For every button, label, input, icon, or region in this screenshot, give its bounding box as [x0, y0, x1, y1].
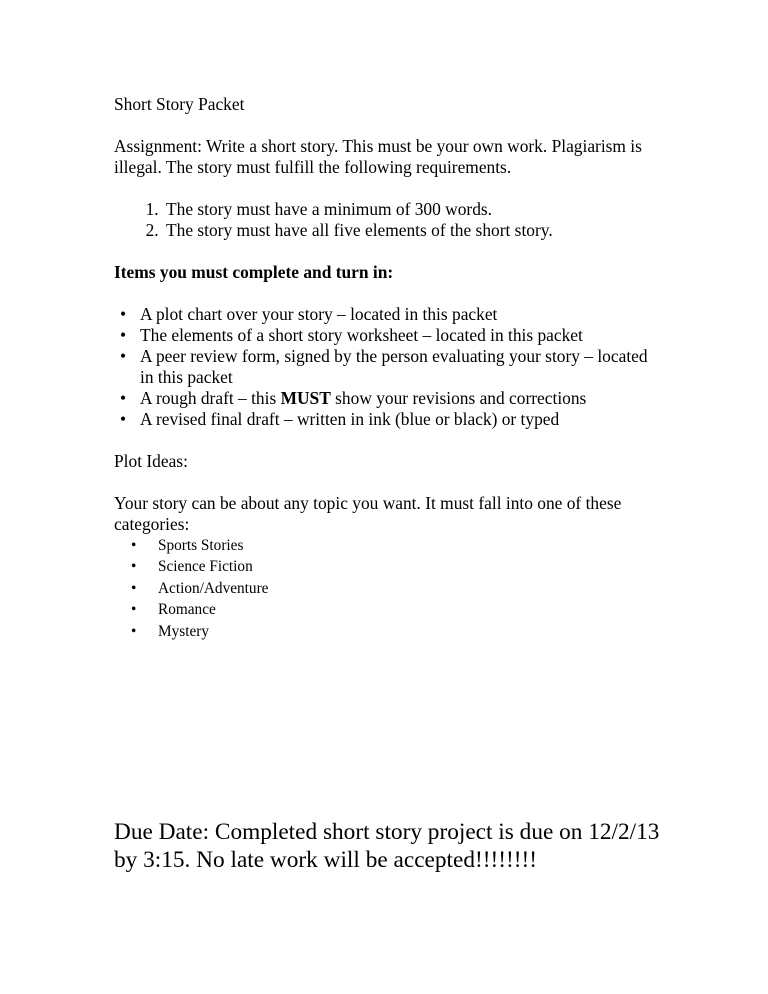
assignment-paragraph: Assignment: Write a short story. This must be your own work. Plagiarism is illegal. The story must fulfill the following requirements.	[114, 136, 642, 177]
item-emphasis: MUST	[280, 388, 331, 408]
items-list	[114, 304, 654, 430]
bullet-icon: •	[120, 304, 127, 324]
item-text: The elements of a short story worksheet – located in this packet	[140, 325, 583, 345]
list-item	[120, 304, 654, 325]
bullet-icon: •	[120, 346, 127, 366]
category-text: Mystery	[158, 622, 209, 640]
items-heading: Items you must complete and turn in:	[114, 262, 394, 282]
plot-ideas-text: Your story can be about any topic you want. It must fall into one of these categories:	[114, 493, 622, 534]
bullet-icon: •	[131, 601, 137, 619]
category-item	[131, 535, 654, 556]
item-text-after: show your revisions and corrections	[330, 388, 587, 408]
item-text-before: A rough draft – this	[140, 388, 281, 408]
item-text: A revised final draft – written in ink (blue or black) or typed	[140, 409, 560, 429]
document-page	[114, 94, 654, 642]
bullet-icon: •	[120, 388, 127, 408]
bullet-icon: •	[131, 558, 137, 576]
due-date-notice: Due Date: Completed short story project is due on 12/2/13 by 3:15. No late work will be accepted!!!!!!!!	[114, 819, 660, 873]
list-item	[120, 388, 654, 409]
category-text: Sports Stories	[158, 537, 244, 554]
bullet-icon: •	[131, 579, 137, 597]
bullet-icon: •	[131, 622, 137, 640]
list-item	[120, 346, 654, 388]
item-text: A plot chart over your story – located in this packet	[140, 304, 498, 324]
categories-list	[114, 535, 654, 642]
category-text: Action/Adventure	[158, 579, 269, 597]
category-item	[131, 556, 654, 577]
category-text: Romance	[158, 601, 216, 619]
bullet-icon: •	[131, 537, 137, 554]
requirement-item: 2. The story must have all five elements of the short story.	[163, 220, 654, 241]
category-item	[131, 621, 654, 642]
category-text: Science Fiction	[158, 558, 253, 576]
plot-ideas-heading: Plot Ideas:	[114, 451, 188, 471]
requirements-list	[114, 199, 654, 241]
category-item	[131, 578, 654, 599]
item-text: A peer review form, signed by the person evaluating your story – located in this packet	[140, 346, 648, 387]
requirement-item: 1. The story must have a minimum of 300 words.	[163, 199, 654, 220]
category-item	[131, 599, 654, 620]
list-item	[120, 325, 654, 346]
bullet-icon: •	[120, 325, 127, 345]
document-title: Short Story Packet	[114, 94, 245, 114]
list-item	[120, 409, 654, 430]
bullet-icon: •	[120, 409, 127, 429]
